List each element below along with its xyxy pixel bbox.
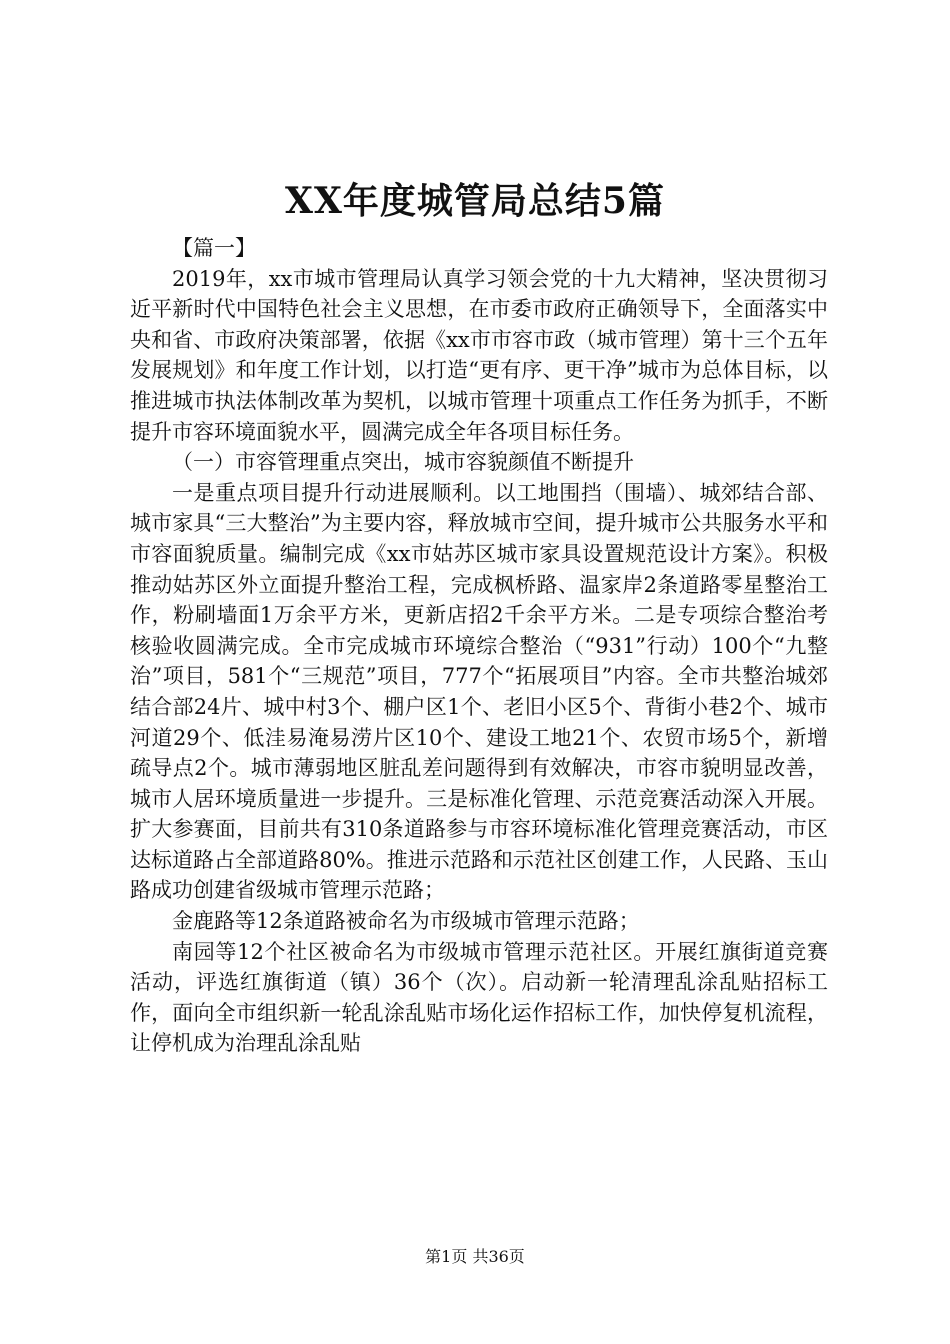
document-body — [130, 233, 828, 1059]
paragraph-body: 南园等12个社区被命名为市级城市管理示范社区。开展红旗街道竞赛活动，评选红旗街道（镇）36个（次）。启动新一轮清理乱涂乱贴招标工作，面向全市组织新一轮乱涂乱贴市场化运作招标工作，加快停复机流程，让停机成为治理乱涂乱贴 — [130, 939, 828, 1056]
paragraph-body: 金鹿路等12条道路被命名为市级城市管理示范路； — [172, 909, 640, 934]
paragraph-intro: 2019年，xx市城市管理局认真学习领会党的十九大精神，坚决贯彻习近平新时代中国特色社会主义思想，在市委市政府正确领导下，全面落实中央和省、市政府决策部署，依据《xx市市容市政（城市管理）第十三个五年发展规划》和年度工作计划，以打造“更有序、更干净”城市为总体目标，以推进城市执法体制改革为契机，以城市管理十项重点工作任务为抓手，不断提升市容环境面貌水平，圆满完成全年各项目标任务。 — [130, 266, 828, 444]
paragraph-body: 一是重点项目提升行动进展顺利。以工地围挡（围墙）、城郊结合部、城市家具“三大整治”为主要内容，释放城市空间，提升城市公共服务水平和市容面貌质量。编制完成《xx市姑苏区城市家具设置规范设计方案》。积极推动姑苏区外立面提升整治工程，完成枫桥路、温家岸2条道路零星整治工作，粉刷墙面1万余平方米，更新店招2千余平方米。二是专项综合整治考核验收圆满完成。全市完成城市环境综合整治（“931”行动）100个“九整治”项目，581个“三规范”项目，777个“拓展项目”内容。全市共整治城郊结合部24片、城中村3个、棚户区1个、老旧小区5个、背街小巷2个、城市河道29个、低洼易淹易涝片区10个、建设工地21个、农贸市场5个，新增疏导点2个。城市薄弱地区脏乱差问题得到有效解决，市容市貌明显改善，城市人居环境质量进一步提升。三是标准化管理、示范竞赛活动深入开展。扩大参赛面，目前共有310条道路参与市容环境标准化管理竞赛活动，市区达标道路占全部道路80%。推进示范路和示范社区创建工作，人民路、玉山路成功创建省级城市管理示范路； — [130, 480, 828, 903]
page-number-footer: 第1页 共36页 — [425, 1247, 525, 1266]
section-heading: （一）市容管理重点突出，城市容貌颜值不断提升 — [172, 450, 634, 475]
document-title: XX年度城管局总结5篇 — [285, 180, 665, 222]
section-label: 【篇一】 — [172, 236, 256, 260]
